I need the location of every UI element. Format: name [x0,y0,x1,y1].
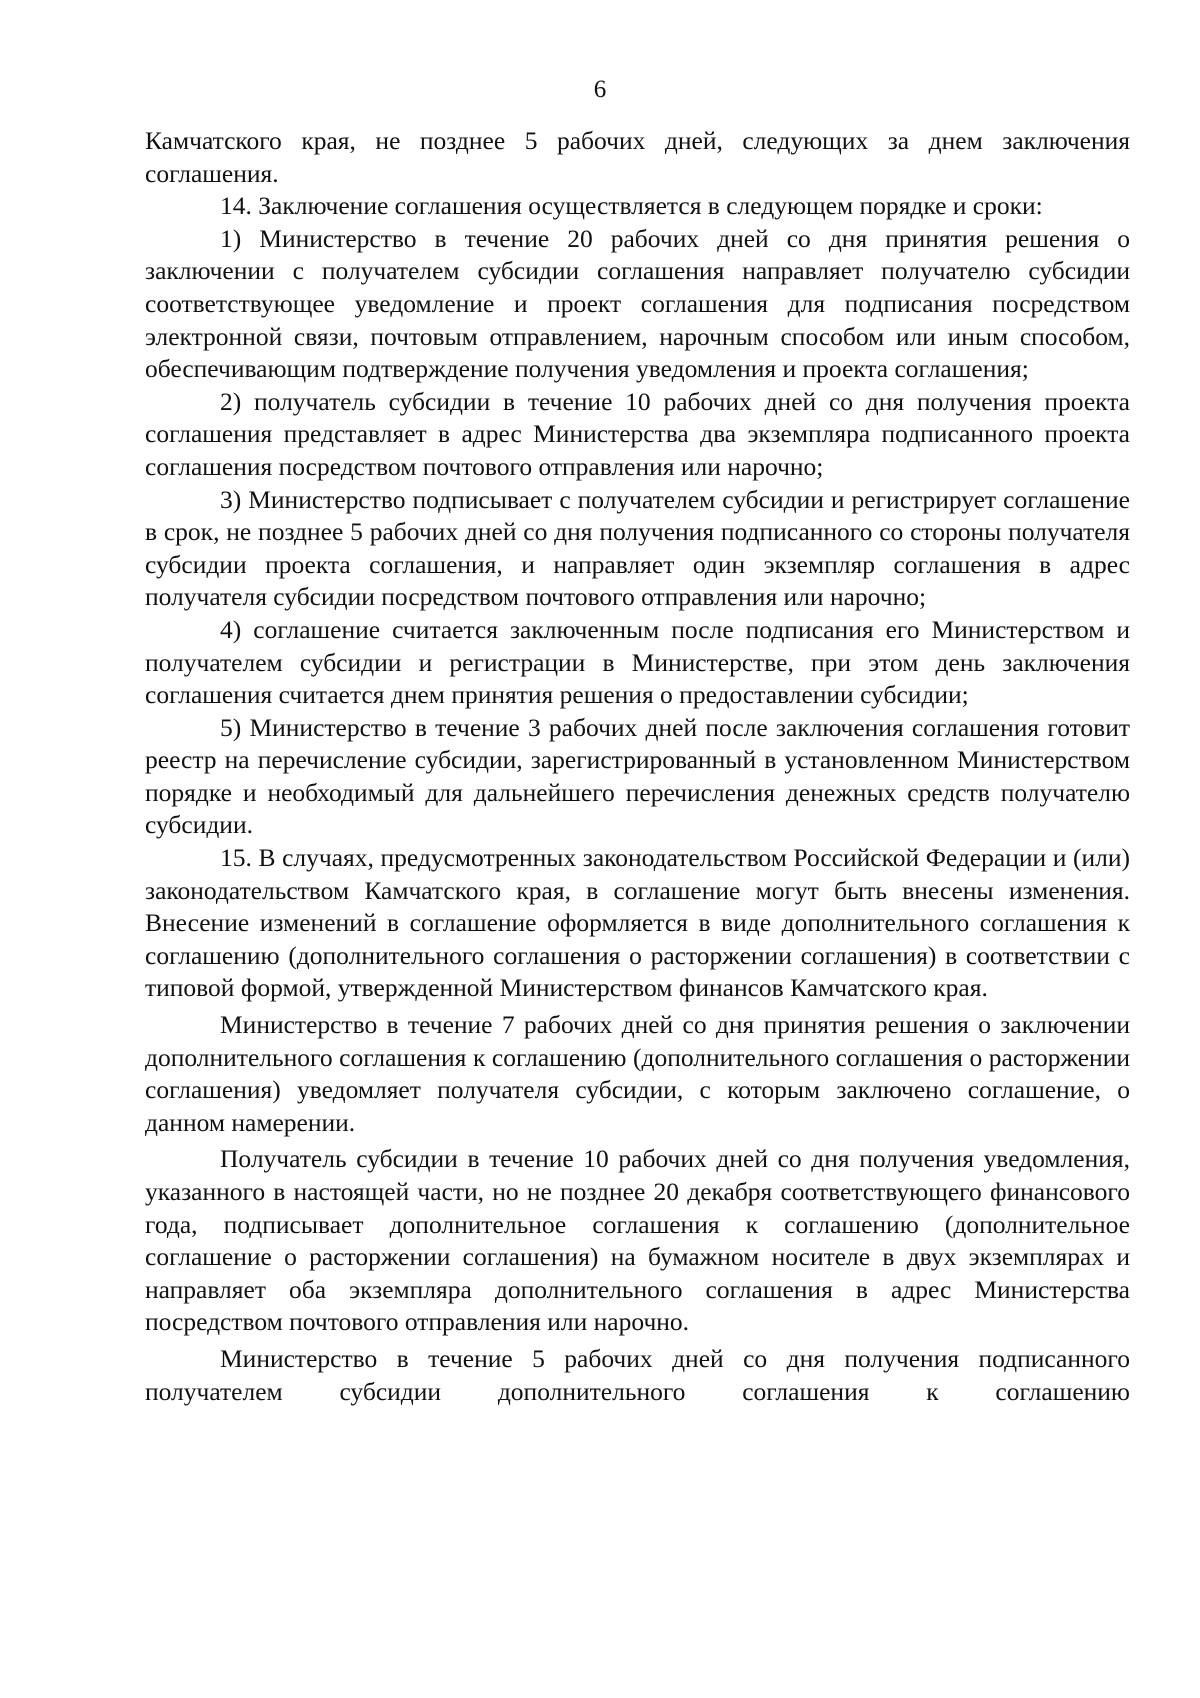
paragraph-item-5: 5) Министерство в течение 3 рабочих дней после заключения соглашения готовит реестр на перечисление субсидии, зарегистрированный в установленном Министерством порядке и необходимый для дальнейшего перечисления денежных средств получателю субсидии. [145,712,1130,840]
paragraph-clause-14: 14. Заключение соглашения осуществляется в следующем порядке и сроки: [220,191,1043,221]
paragraph-item-3: 3) Министерство подписывает с получателем субсидии и регистрирует соглашение в срок, не позднее 5 рабочих дней со дня получения подписанного со стороны получателя субсидии проекта соглашения, и направляет один экземпляр соглашения в адрес получателя субсидии посредством почтового отправления или нарочно; [145,484,1130,612]
paragraph-clause-15: 15. В случаях, предусмотренных законодательством Российской Федерации и (или) законодательством Камчатского края, в соглашение могут быть внесены изменения. Внесение изменений в соглашение оформляется в виде дополнительного соглашения к соглашению (дополнительного соглашения о расторжении соглашения) в соответствии с типовой формой, утвержденной Министерством финансов Камчатского края. [145,843,1130,1003]
paragraph-recipient-signing: Получатель субсидии в течение 10 рабочих дней со дня получения уведомления, указанного в настоящей части, но не позднее 20 декабря соответствующего финансового года, подписывает дополнительное соглашения к соглашению (дополнительное соглашение о расторжении соглашения) на бумажном носителе в двух экземплярах и направляет оба экземпляра дополнительного соглашения в адрес Министерства посредством почтового отправления или нарочно. [145,1144,1130,1337]
document-body [145,125,1130,1408]
paragraph-ministry-registration: Министерство в течение 5 рабочих дней со дня получения подписанного получателем субсидии дополнительного соглашения к соглашению [145,1343,1130,1406]
paragraph-item-1: 1) Министерство в течение 20 рабочих дней со дня принятия решения о заключении с получателем субсидии соглашения направляет получателю субсидии соответствующее уведомление и проект соглашения для подписания посредством электронной связи, почтовым отправлением, нарочным способом или иным способом, обеспечивающим подтверждение получения уведомления и проекта соглашения; [145,223,1130,384]
paragraph-continuation: Камчатского края, не позднее 5 рабочих дней, следующих за днем заключения соглашения. [145,126,1130,188]
paragraph-item-2: 2) получатель субсидии в течение 10 рабочих дней со дня получения проекта соглашения представляет в адрес Министерства два экземпляра подписанного проекта соглашения посредством почтового отправления или нарочно; [145,386,1130,481]
paragraph-notification: Министерство в течение 7 рабочих дней со дня принятия решения о заключении дополнительного соглашения к соглашению (дополнительного соглашения о расторжении соглашения) уведомляет получателя субсидии, с которым заключено соглашение, о данном намерении. [145,1010,1130,1137]
paragraph-item-4: 4) соглашение считается заключенным после подписания его Министерством и получателем субсидии и регистрации в Министерстве, при этом день заключения соглашения считается днем принятия решения о предоставлении субсидии; [145,614,1130,710]
page-number: 6 [593,76,607,103]
